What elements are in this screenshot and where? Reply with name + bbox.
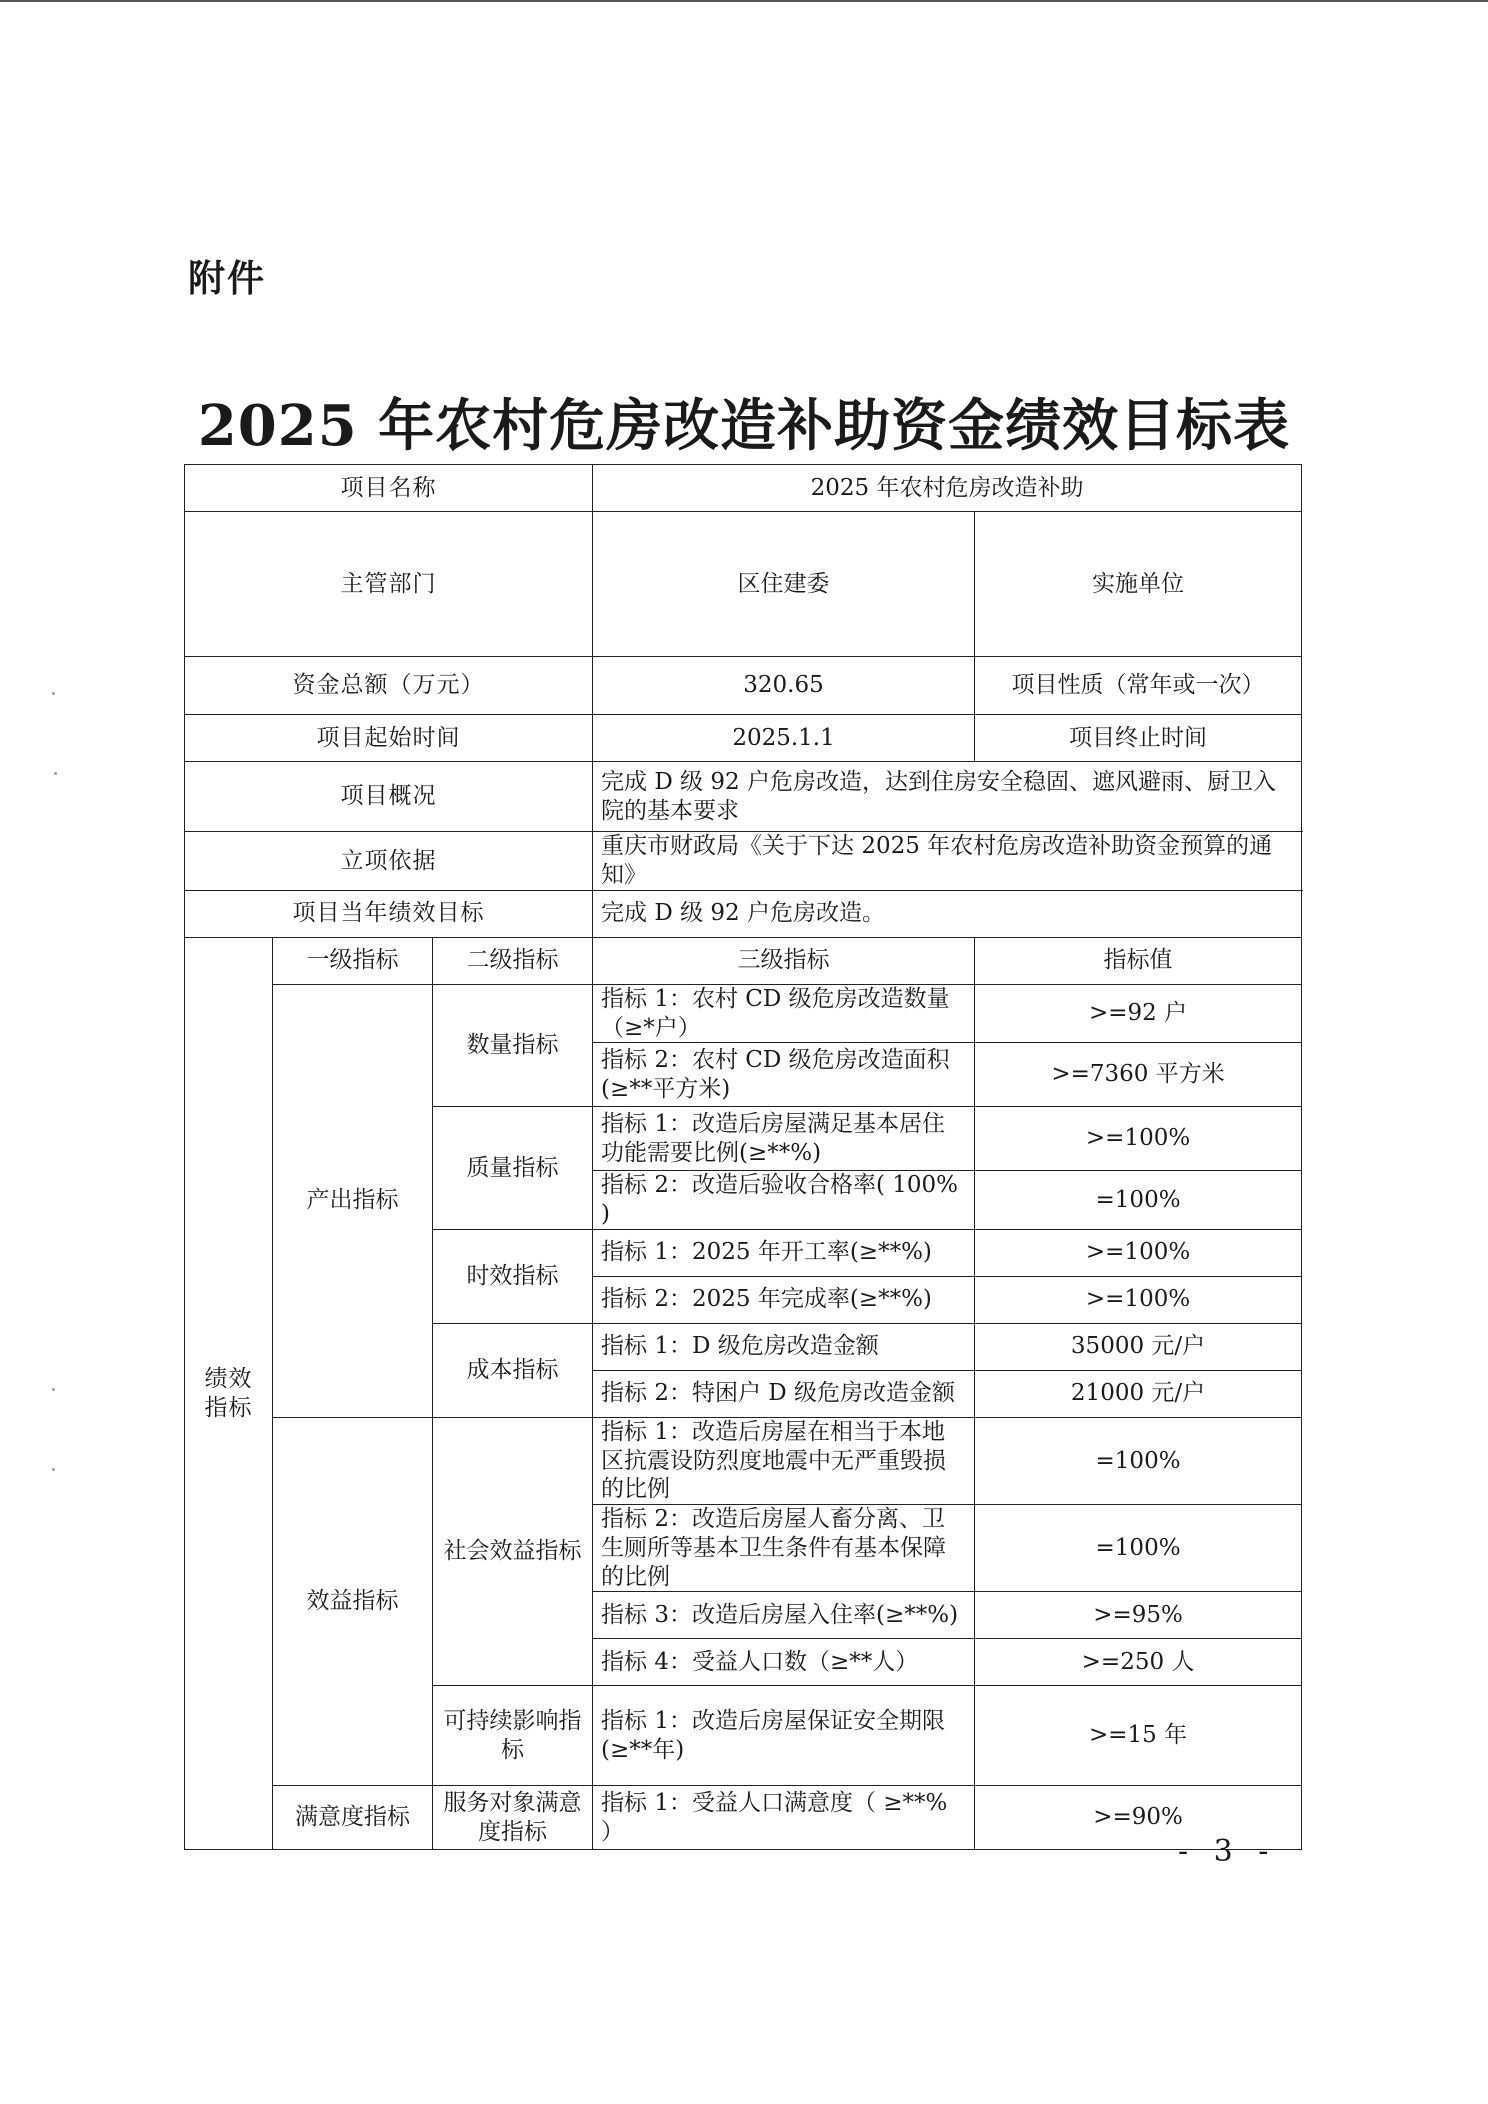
overview-value: 完成 D 级 92 户危房改造，达到住房安全稳固、遮风避雨、厨卫入院的基本要求 — [593, 762, 1302, 832]
fund-label: 资金总额（万元） — [185, 656, 593, 715]
table-row — [185, 1786, 1302, 1850]
indicator-text: 指标 1：受益人口满意度（ ≥**% ） — [593, 1786, 975, 1850]
indicator-value: >=90% — [975, 1786, 1302, 1850]
indicator-text: 指标 3：改造后房屋入住率(≥**%) — [593, 1592, 975, 1639]
timeliness-label: 时效指标 — [433, 1229, 593, 1323]
table-row — [185, 656, 1302, 715]
attachment-label: 附件 — [188, 257, 266, 300]
page-number: - 3 - — [1178, 1834, 1277, 1869]
indicator-value: =100% — [975, 1171, 1302, 1230]
project-name-value: 2025 年农村危房改造补助 — [593, 465, 1302, 512]
header-level3: 三级指标 — [593, 937, 975, 984]
indicator-value: =100% — [975, 1505, 1302, 1592]
table-row — [185, 832, 1302, 891]
goal-label: 项目当年绩效目标 — [185, 890, 593, 937]
table-row — [185, 984, 1302, 1043]
header-level2: 二级指标 — [433, 937, 593, 984]
indicator-text: 指标 1：农村 CD 级危房改造数量（≥*户） — [593, 984, 975, 1043]
cost-label: 成本指标 — [433, 1323, 593, 1417]
quality-label: 质量指标 — [433, 1107, 593, 1230]
indicator-text: 指标 1：改造后房屋保证安全期限(≥**年) — [593, 1686, 975, 1786]
indicator-value: >=7360 平方米 — [975, 1043, 1302, 1107]
indicator-text: 指标 1：D 级危房改造金额 — [593, 1323, 975, 1370]
indicator-value: 21000 元/户 — [975, 1370, 1302, 1417]
impl-label: 实施单位 — [975, 512, 1302, 657]
indicator-value: =100% — [975, 1417, 1302, 1504]
indicator-value: >=15 年 — [975, 1686, 1302, 1786]
indicator-value: >=100% — [975, 1229, 1302, 1276]
header-level1: 一级指标 — [273, 937, 433, 984]
scan-speck — [52, 1468, 55, 1471]
table-row — [185, 465, 1302, 512]
indicator-value: >=100% — [975, 1276, 1302, 1323]
indicator-value: 35000 元/户 — [975, 1323, 1302, 1370]
end-label: 项目终止时间 — [975, 715, 1302, 762]
table-row — [185, 890, 1302, 937]
table-row — [185, 1417, 1302, 1504]
basis-value: 重庆市财政局《关于下达 2025 年农村危房改造补助资金预算的通知》 — [593, 832, 1302, 891]
table-row — [185, 937, 1302, 984]
nature-label: 项目性质（常年或一次） — [975, 656, 1302, 715]
indicator-text: 指标 2：特困户 D 级危房改造金额 — [593, 1370, 975, 1417]
table-row — [185, 715, 1302, 762]
indicator-text: 指标 2：2025 年完成率(≥**%) — [593, 1276, 975, 1323]
table-row — [185, 762, 1302, 832]
service-label: 服务对象满意度指标 — [433, 1786, 593, 1850]
document-title: 2025 年农村危房改造补助资金绩效目标表 — [197, 393, 1291, 459]
scan-speck — [52, 692, 55, 695]
indicator-text: 指标 4：受益人口数（≥**人） — [593, 1639, 975, 1686]
overview-label: 项目概况 — [185, 762, 593, 832]
indicator-value: >=250 人 — [975, 1639, 1302, 1686]
start-label: 项目起始时间 — [185, 715, 593, 762]
social-label: 社会效益指标 — [433, 1417, 593, 1686]
quantity-label: 数量指标 — [433, 984, 593, 1107]
header-value: 指标值 — [975, 937, 1302, 984]
indicator-text: 指标 1：改造后房屋满足基本居住功能需要比例(≥**%) — [593, 1107, 975, 1171]
indicator-text: 指标 2：农村 CD 级危房改造面积(≥**平方米) — [593, 1043, 975, 1107]
scan-top-edge — [0, 0, 1488, 2]
basis-label: 立项依据 — [185, 832, 593, 891]
fund-value: 320.65 — [593, 656, 975, 715]
project-name-label: 项目名称 — [185, 465, 593, 512]
satisfaction-label: 满意度指标 — [273, 1786, 433, 1850]
goal-value: 完成 D 级 92 户危房改造。 — [593, 890, 1302, 937]
indicator-text: 指标 1：2025 年开工率(≥**%) — [593, 1229, 975, 1276]
benefit-label: 效益指标 — [273, 1417, 433, 1786]
table-row — [185, 512, 1302, 657]
performance-target-table — [184, 464, 1302, 1850]
output-label: 产出指标 — [273, 984, 433, 1417]
perf-section-label: 绩效指标 — [185, 937, 273, 1850]
indicator-value: >=92 户 — [975, 984, 1302, 1043]
scan-speck — [54, 772, 57, 775]
indicator-text: 指标 2：改造后房屋人畜分离、卫生厕所等基本卫生条件有基本保障的比例 — [593, 1505, 975, 1592]
indicator-value: >=100% — [975, 1107, 1302, 1171]
indicator-text: 指标 1：改造后房屋在相当于本地区抗震设防烈度地震中无严重毁损的比例 — [593, 1417, 975, 1504]
sustain-label: 可持续影响指标 — [433, 1686, 593, 1786]
indicator-text: 指标 2：改造后验收合格率( 100% ) — [593, 1171, 975, 1230]
dept-value: 区住建委 — [593, 512, 975, 657]
start-value: 2025.1.1 — [593, 715, 975, 762]
dept-label: 主管部门 — [185, 512, 593, 657]
indicator-value: >=95% — [975, 1592, 1302, 1639]
scan-speck — [52, 1388, 55, 1391]
